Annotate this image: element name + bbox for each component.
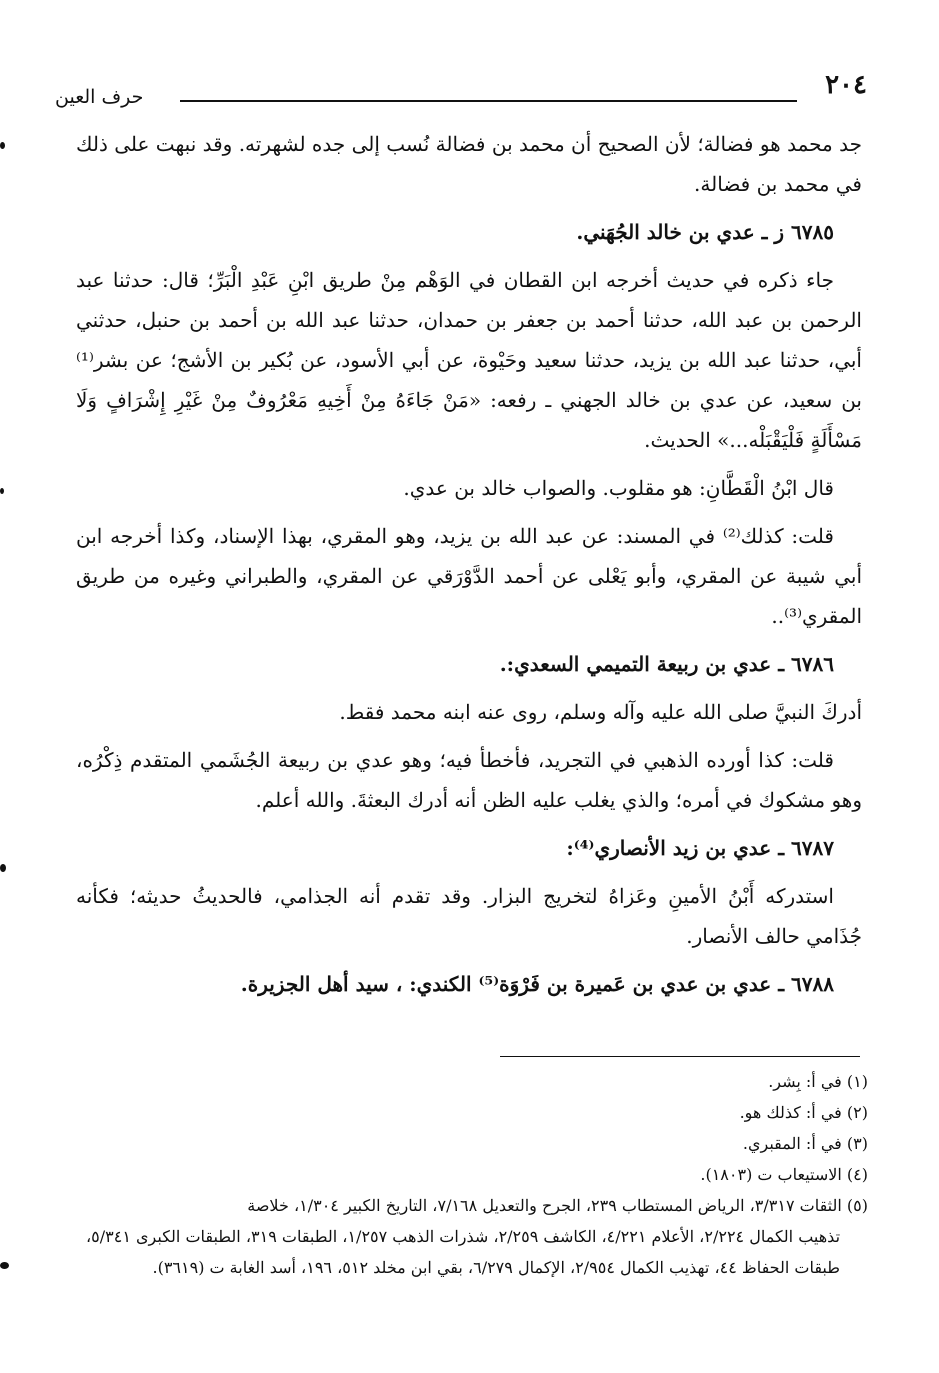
running-title: حرف العين bbox=[55, 86, 144, 108]
paragraph: قلت: كذلك⁽²⁾ في المسند: عن عبد الله بن يزيد، وهو المقري، بهذا الإسناد، وكذا أخرجه ابن أبي شيبة عن المقري، وأبو يَعْلى عن أحمد الدَّوْرَقي عن المقري، والطبراني وغيره من طريق المقري⁽³⁾.. bbox=[76, 524, 862, 628]
footnotes bbox=[86, 1066, 868, 1283]
paragraph: استدركه أَبْنُ الأمينِ وعَزاهُ لتخريج البزار. وقد تقدم أنه الجذامي، فالحديثُ حديثه؛ فكأنه جُذَامي حالف الأنصار. bbox=[76, 884, 862, 948]
margin-mark bbox=[0, 864, 6, 872]
page-header bbox=[55, 70, 867, 110]
footnote: (٢) في أ: كذلك هو. bbox=[739, 1103, 868, 1122]
footnote: (١) في أ: بِشر. bbox=[768, 1072, 868, 1091]
footnote-continuation: تذهيب الكمال ٢/٢٢٤، الأعلام ٤/٢٢١، الكاشف ٢/٢٥٩، شذرات الذهب ١/٢٥٧، الطبقات ٣١٩، الطبقات الكبرى ٥/٣٤١، طبقات الحفاظ ٤٤، تهذيب الكمال ٢/٩٥٤، الإكمال ٦/٢٧٩، بقي ابن مخلد ٥١٢، ١٩٦، أسد الغابة ت (٣٦١٩). bbox=[86, 1227, 841, 1277]
entry-heading: ٦٧٨٦ ـ عدي بن ربيعة التميمي السعدي:. bbox=[499, 652, 834, 676]
footnote: (٤) الاستيعاب ت (١٨٠٣). bbox=[700, 1165, 868, 1184]
page-number: ٢٠٤ bbox=[825, 70, 867, 100]
margin-mark bbox=[0, 488, 4, 494]
paragraph: جد محمد هو فضالة؛ لأن الصحيح أن محمد بن فضالة نُسب إلى جده لشهرته. وقد نبهت على ذلك في محمد بن فضالة. bbox=[76, 132, 862, 196]
margin-mark bbox=[0, 142, 5, 149]
entry-heading: ٦٧٨٧ ـ عدي بن زيد الأنصاري⁽⁴⁾: bbox=[566, 836, 834, 860]
header-rule bbox=[180, 100, 797, 102]
main-text bbox=[76, 124, 862, 1012]
paragraph: جاء ذكره في حديث أخرجه ابن القطان في الوَهْم مِنْ طريق ابْنِ عَبْدِ الْبَرِّ؛ قال: حدثنا عبد الرحمن بن عبد الله، حدثنا أحمد بن جعفر بن حمدان، حدثنا عبد الله بن أحمد بن حنبل، حدثني أبي، حدثنا عبد الله بن يزيد، حدثنا سعيد وحَيْوة، عن أبي الأسود، عن بُكير بن الأشج؛ عن بشر⁽¹⁾ بن سعيد، عن عدي بن خالد الجهني ـ رفعه: «مَنْ جَاءَهُ مِنْ أَخِيهِ مَعْرُوفٌ مِنْ غَيْرِ إِشْرَافٍ وَلَا مَسْأَلَةٍ فَلْيَقْبَلْه...» الحديث. bbox=[76, 268, 862, 452]
footnote: (٣) في أ: المقبري. bbox=[742, 1134, 868, 1153]
paragraph: قال ابْنُ الْقَطَّانِ: هو مقلوب. والصواب خالد بن عدي. bbox=[403, 476, 834, 500]
paragraph: قلت: كذا أورده الذهبي في التجريد، فأخطأ فيه؛ وهو عدي بن ربيعة الجُشَمي المتقدم ذِكْرُه، وهو مشكوك في أمره؛ والذي يغلب عليه الظن أنه أدرك البعثةَ. والله أعلم. bbox=[76, 748, 862, 812]
footnote: (٥) الثقات ٣/٣١٧، الرياض المستطاب ٢٣٩، الجرح والتعديل ٧/١٦٨، التاريخ الكبير ١/٣٠٤، خلاصة bbox=[247, 1196, 868, 1215]
margin-mark bbox=[0, 1262, 9, 1269]
entry-heading: ٦٧٨٥ ز ـ عدي بن خالد الجُهَني. bbox=[576, 220, 834, 244]
entry-heading: ٦٧٨٨ ـ عدي بن عدي بن عَميرة بن فَرْوَة⁽⁵⁾ الكندي: ، سيد أهل الجزيرة. bbox=[240, 972, 834, 996]
paragraph: أدركَ النبيَّ صلى الله عليه وآله وسلم، روى عنه ابنه محمد فقط. bbox=[339, 700, 862, 724]
footnote-rule bbox=[500, 1056, 860, 1057]
